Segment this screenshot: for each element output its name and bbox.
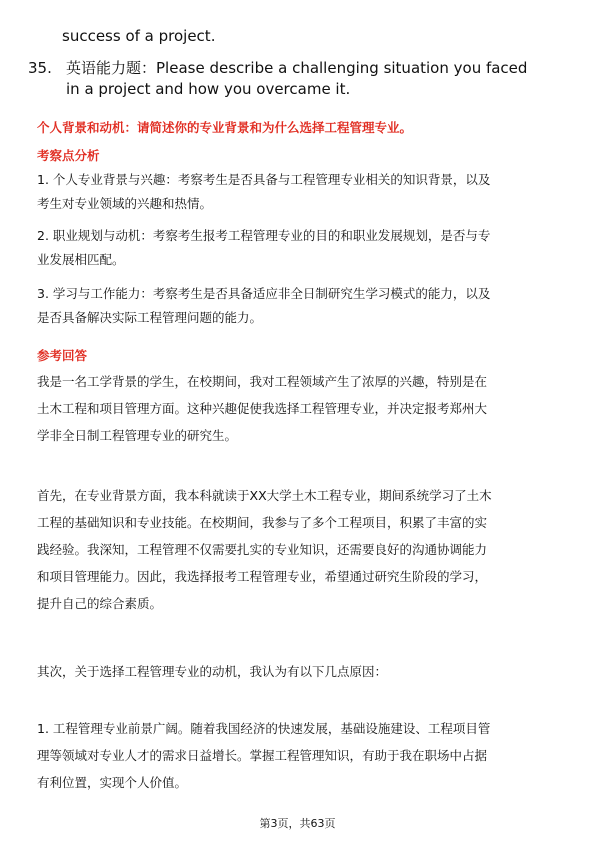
answer-paragraph-3 (37, 660, 563, 684)
answer-p4-line-1: 1. 工程管理专业前景广阔。随着我国经济的快速发展，基础设施建设、工程项目管 (37, 721, 491, 736)
answer-p1-line-3: 学非全日制工程管理专业的研究生。 (37, 428, 238, 443)
answer-p4-line-3: 有利位置，实现个人价值。 (37, 775, 188, 790)
answer-p3-line-1: 其次，关于选择工程管理专业的动机，我认为有以下几点原因： (37, 664, 388, 679)
analysis-item-1-line-1: 1. 个人专业背景与兴趣：考察考生是否具备与工程管理专业相关的知识背景，以及 (37, 172, 491, 187)
analysis-heading: 考察点分析 (37, 148, 100, 163)
previous-text-line: success of a project. (62, 27, 216, 45)
answer-p1-line-2: 土木工程和项目管理方面。这种兴趣促使我选择工程管理专业，并决定报考郑州大 (37, 401, 488, 416)
analysis-item-1-line-2: 考生对专业领域的兴趣和热情。 (37, 196, 213, 211)
answer-paragraph-2 (37, 482, 563, 617)
analysis-item-3-line-2: 是否具备解决实际工程管理问题的能力。 (37, 310, 263, 325)
answer-p4-line-2: 理等领域对专业人才的需求日益增长。掌握工程管理知识，有助于我在职场中占据 (37, 748, 488, 763)
answer-p1-line-1: 我是一名工学背景的学生，在校期间，我对工程领域产生了浓厚的兴趣，特别是在 (37, 374, 488, 389)
question-line-1: 英语能力题：Please describe a challenging situation you faced (66, 59, 528, 77)
question-line-2: in a project and how you overcame it. (66, 80, 351, 98)
answer-paragraph-1 (37, 368, 563, 449)
answer-heading: 参考回答 (37, 348, 88, 363)
answer-p2-line-3: 践经验。我深知，工程管理不仅需要扎实的专业知识，还需要良好的沟通协调能力 (37, 542, 488, 557)
answer-p2-line-5: 提升自己的综合素质。 (37, 596, 163, 611)
analysis-item-1 (37, 168, 563, 216)
answer-p2-line-4: 和项目管理能力。因此，我选择报考工程管理专业，希望通过研究生阶段的学习， (37, 569, 488, 584)
answer-p2-line-2: 工程的基础知识和专业技能。在校期间，我参与了多个工程项目，积累了丰富的实 (37, 515, 488, 530)
answer-paragraph-4 (37, 715, 563, 796)
question-number: 35. (28, 59, 52, 77)
answer-p2-line-1: 首先，在专业背景方面，我本科就读于XX大学土木工程专业，期间系统学习了土木 (37, 488, 492, 503)
section-title: 个人背景和动机：请简述你的专业背景和为什么选择工程管理专业。 (37, 120, 413, 135)
analysis-item-2 (37, 224, 563, 272)
analysis-item-2-line-1: 2. 职业规划与动机：考察考生报考工程管理专业的目的和职业发展规划，是否与专 (37, 228, 491, 243)
analysis-item-3 (37, 282, 563, 330)
question-35 (28, 58, 565, 100)
analysis-item-3-line-1: 3. 学习与工作能力：考察考生是否具备适应非全日制研究生学习模式的能力，以及 (37, 286, 491, 301)
page-footer: 第3页，共63页 (259, 817, 336, 830)
analysis-item-2-line-2: 业发展相匹配。 (37, 252, 125, 267)
